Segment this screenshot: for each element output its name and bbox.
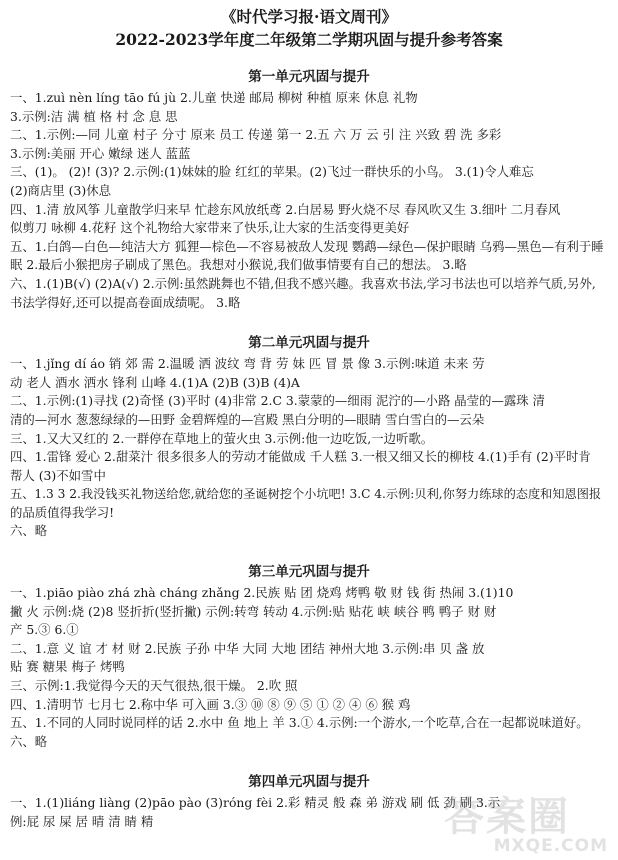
answer-line: 五、1.不同的人同时说同样的话 2.水中 鱼 地上 羊 3.① 4.示例:一个游水,一个吃草,合在一起都说味道好。 [10, 715, 589, 731]
unit-section [10, 66, 608, 312]
unit-heading: 第四单元巩固与提升 [248, 774, 370, 791]
answer-line: 例:屁 尿 屎 居 晴 清 睛 精 [10, 814, 154, 829]
answer-line: 六、1.(1)B(√) (2)A(√) 2.示例:虽然跳舞也不错,但我不感兴趣。我喜欢书法,学习书法也可以培养气质,另外, [10, 275, 596, 291]
doc-title: 《时代学习报·语文周刊》 [221, 7, 397, 26]
answer-line: 四、1.清 放风筝 儿童散学归来早 忙趁东风放纸鸢 2.白居易 野火烧不尽 春风吹又生 3.细叶 二月春风 [10, 201, 561, 217]
unit-heading: 第二单元巩固与提升 [248, 335, 370, 352]
answer-line: 三、(1)。 (2)! (3)? 2.示例:(1)妹妹的脸 红红的苹果。(2)飞过一群快乐的小鸟。 3.(1)令人难忘 [10, 164, 534, 180]
answer-line: 一、1.(1)liáng liàng (2)pāo pào (3)róng fèi 2.彩 精灵 般 森 弟 游戏 刷 低 劲 刷 3.示 [10, 795, 501, 811]
answer-line: 六、略 [10, 733, 48, 749]
unit-heading: 第一单元巩固与提升 [248, 69, 370, 85]
answer-line: 书法学得好,还可以提高卷面成绩呢。 3.略 [10, 294, 241, 310]
answer-line: 3.示例:洁 满 植 格 村 念 息 思 [10, 108, 178, 124]
answer-line: 二、1.示例:(1)寻找 (2)奇怪 (3)平时 (4)非常 2.C 3.蒙蒙的—细雨 泥泞的—小路 晶莹的—露珠 清 [10, 393, 545, 409]
answer-line: 撇 火 示例:烧 (2)8 竖折折(竖折撇) 示例:转弯 转动 4.示例:贴 贴花 峡 峡谷 鸭 鸭子 财 财 [10, 603, 497, 619]
answer-line: 四、1.雷锋 爱心 2.甜菜汁 很多很多人的劳动才能做成 千人糕 3.一根又细又长的柳枝 4.(1)手有 (2)平时肯 [10, 449, 591, 465]
answer-line: 三、示例:1.我觉得今天的天气很热,很干燥。 2.吹 照 [10, 678, 298, 694]
answer-line: 一、1.piāo piào zhá zhà cháng zhǎng 2.民族 贴 团 烧鸡 烤鸭 敬 财 钱 街 热闹 3.(1)10 [10, 585, 514, 601]
unit-section [10, 332, 608, 541]
answer-line: 四、1.清明节 七月七 2.称中华 可入画 3.③ ⑩ ⑧ ⑨ ⑤ ① ② ④ ⑥ 猴 鸡 [10, 696, 411, 712]
answer-line: 眠 2.最后小猴把房子刷成了黑色。我想对小猴说,我们做事情要有自己的想法。 3.略 [10, 257, 467, 273]
answer-line: 一、1.jǐng dí áo 销 郊 需 2.温暖 洒 波纹 弯 背 劳 妹 匹 冒 景 像 3.示例:味道 未来 劳 [10, 356, 485, 372]
answer-line: 帮人 (3)不如雪中 [10, 467, 106, 483]
answer-line: 似剪刀 咏柳 4.花籽 这个礼物给大家带来了快乐,让大家的生活变得更美好 [10, 220, 410, 236]
answer-line: 产 5.③ 6.① [10, 622, 79, 638]
answer-line: 五、1.白鸽—白色—纯洁大方 狐狸—棕色—不容易被敌人发现 鹦鹉—绿色—保护眼睛 乌鸦—黑色—有利于睡 [10, 238, 604, 254]
watermark-text: 答案圈 [444, 794, 570, 840]
answer-line: 动 老人 酒水 洒水 锋利 山峰 4.(1)A (2)B (3)B (4)A [10, 374, 300, 390]
answer-line: 一、1.zuì nèn líng tāo fú jù 2.儿童 快递 邮局 柳树 种植 原来 休息 礼物 [10, 90, 418, 105]
answer-line: 的品质值得我学习! [10, 504, 115, 520]
answer-line: 3.示例:美丽 开心 嫩绿 迷人 蓝蓝 [10, 145, 191, 161]
answer-line: 贴 赛 糖果 梅子 烤鸭 [10, 659, 125, 675]
answer-line: 六、略 [10, 523, 48, 539]
units-container [10, 66, 608, 832]
watermark-site: MXQE.COM [493, 836, 608, 856]
answer-line: 二、1.意 义 谊 才 材 财 2.民族 子孙 中华 大同 大地 团结 神州大地 3.示例:串 贝 盏 放 [10, 640, 485, 656]
answer-line: 清的—河水 葱葱绿绿的—田野 金碧辉煌的—宫殿 黑白分明的—眼睛 雪白雪白的—云朵 [10, 411, 485, 427]
unit-heading: 第三单元巩固与提升 [248, 564, 370, 581]
answer-line: (2)商店里 (3)休息 [10, 182, 111, 198]
unit-section [10, 561, 608, 751]
answer-line: 五、1.3 3 2.我没钱买礼物送给您,就给您的圣诞树挖个小坑吧! 3.C 4.示例:贝利,你努力练球的态度和知恩图报 [10, 487, 602, 502]
doc-subtitle: 2022-2023学年度二年级第二学期巩固与提升参考答案 [115, 30, 503, 49]
answer-line: 三、1.又大又红的 2.一群停在草地上的萤火虫 3.示例:他一边吃饭,一边听歌。 [10, 430, 434, 446]
site-watermark-logo [444, 794, 612, 856]
answer-line: 二、1.示例:—同 儿童 村子 分寸 原来 员工 传递 第一 2.五 六 万 云 引 注 兴致 碧 洗 多彩 [10, 127, 502, 143]
